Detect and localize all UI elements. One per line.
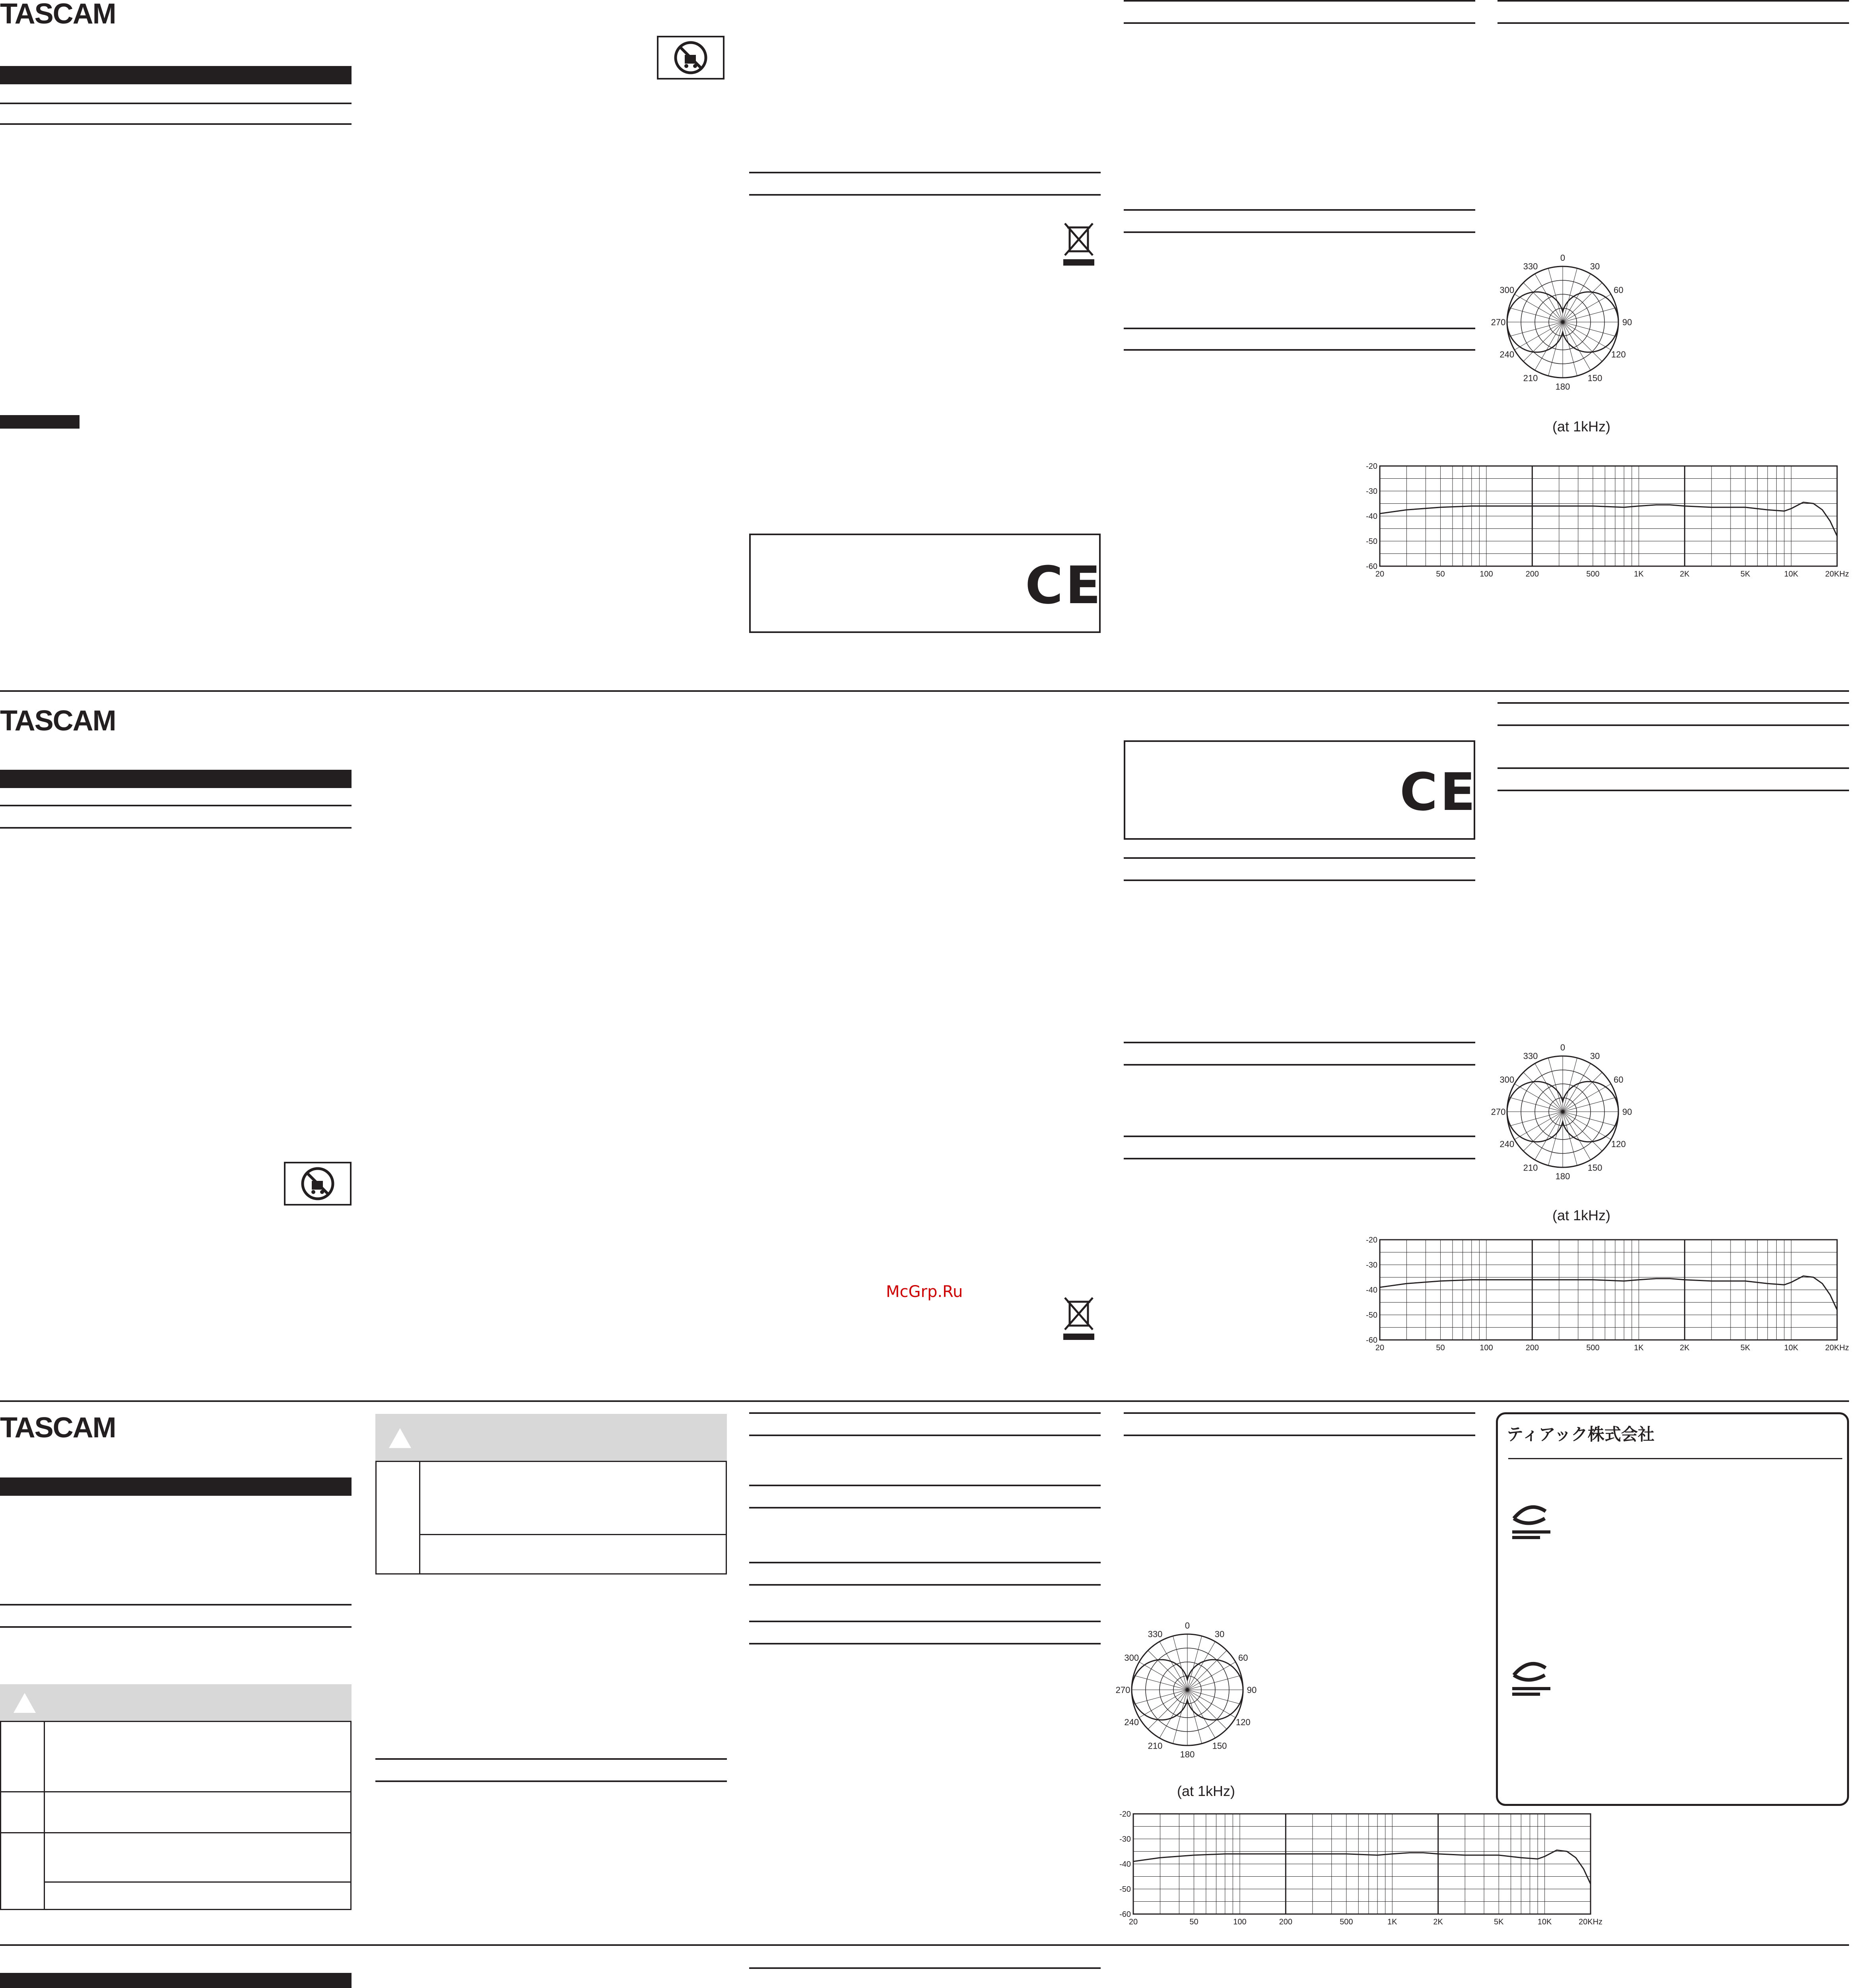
- polar-grid-spoke: [1563, 322, 1616, 336]
- x-tick-label: 200: [1525, 1343, 1539, 1352]
- tascam-logo: TASCAM: [0, 0, 116, 30]
- polar-grid-spoke: [1563, 1097, 1616, 1112]
- no-cart-tip-over-icon: [284, 1162, 352, 1206]
- polar-grid-spoke: [1563, 1112, 1602, 1151]
- company-info-box: [1496, 1412, 1849, 1806]
- rule: [0, 123, 352, 125]
- polar-angle-label: 0: [1560, 253, 1566, 263]
- x-tick-label: 20: [1375, 1343, 1385, 1352]
- polar-grid-spoke: [1160, 1642, 1187, 1690]
- polar-angle-label: 90: [1247, 1685, 1257, 1695]
- polar-grid-spoke: [1187, 1650, 1227, 1690]
- rule: [749, 1507, 1101, 1508]
- polar-angle-label: 300: [1499, 285, 1515, 295]
- polar-angle-label: 0: [1560, 1043, 1566, 1052]
- polar-angle-label: 120: [1235, 1717, 1251, 1727]
- navi-dial-icon: [1509, 1503, 1553, 1544]
- x-tick-label: 2K: [1680, 1343, 1690, 1352]
- polar-grid-spoke: [1139, 1690, 1187, 1718]
- x-tick-label: 1K: [1634, 1343, 1644, 1352]
- polar-angle-label: 180: [1180, 1749, 1195, 1759]
- polar-grid-spoke: [1563, 322, 1611, 350]
- warning-header: [0, 1684, 352, 1722]
- ce-mark: CE: [1025, 555, 1103, 615]
- polar-grid-spoke: [1187, 1690, 1227, 1729]
- x-tick-label: 50: [1436, 570, 1445, 579]
- section-title-bar: [0, 770, 352, 788]
- polar-angle-label: 240: [1499, 1139, 1515, 1149]
- panel-separator: [0, 1400, 1849, 1402]
- polar-grid-spoke: [1134, 1690, 1187, 1704]
- polar-grid-spoke: [1187, 1690, 1241, 1704]
- rule: [749, 1435, 1101, 1436]
- polar-grid-spoke: [1535, 322, 1563, 370]
- x-tick-label: 50: [1436, 1343, 1445, 1352]
- polar-grid-spoke: [1139, 1662, 1187, 1690]
- polar-grid-spoke: [1187, 1642, 1215, 1690]
- y-tick-label: -30: [1119, 1835, 1131, 1844]
- ce-box: [1124, 740, 1478, 840]
- polar-angle-label: 210: [1148, 1741, 1163, 1751]
- section-title-bar: [0, 66, 352, 84]
- rule: [1124, 1064, 1475, 1066]
- polar-grid-spoke: [1509, 322, 1563, 336]
- polar-grid-spoke: [1563, 294, 1611, 322]
- polar-grid-spoke: [1187, 1690, 1235, 1718]
- polar-grid-spoke: [1523, 1112, 1563, 1151]
- polar-angle-label: 330: [1148, 1629, 1163, 1639]
- tascam-logo: TASCAM: [0, 705, 116, 737]
- rule: [749, 1562, 1101, 1563]
- polar-grid-spoke: [1509, 308, 1563, 322]
- x-tick-label: 20: [1129, 1918, 1138, 1926]
- tascam-logo: TASCAM: [0, 1412, 116, 1444]
- x-tick-label: 20KHz: [1578, 1918, 1603, 1926]
- section-title-bar: [0, 1477, 352, 1496]
- polar-grid-spoke: [1509, 1097, 1563, 1112]
- y-tick-label: -20: [1119, 1810, 1131, 1819]
- warning-row-divider: [44, 1881, 352, 1883]
- rule: [1124, 879, 1475, 881]
- y-tick-label: -30: [1366, 487, 1377, 496]
- x-tick-label: 5K: [1494, 1918, 1504, 1926]
- watermark-text: McGrp.Ru: [886, 1283, 963, 1301]
- polar-angle-label: 30: [1590, 1051, 1600, 1061]
- polar-grid-spoke: [1563, 322, 1591, 370]
- frequency-response-line: [1133, 1850, 1591, 1884]
- rule: [1124, 1435, 1475, 1436]
- x-tick-label: 20KHz: [1825, 1343, 1849, 1352]
- rule: [1124, 22, 1475, 24]
- rule: [1124, 1158, 1475, 1159]
- polar-grid-spoke: [1563, 1072, 1602, 1112]
- rule: [1498, 724, 1849, 726]
- polar-angle-label: 180: [1555, 1171, 1570, 1181]
- polar-angle-label: 240: [1499, 349, 1515, 359]
- polar-grid-spoke: [1160, 1690, 1187, 1738]
- polar-grid-spoke: [1523, 283, 1563, 322]
- polar-angle-label: 270: [1491, 317, 1506, 327]
- x-tick-label: 100: [1233, 1918, 1247, 1926]
- polar-angle-label: 60: [1238, 1653, 1248, 1663]
- warning-triangle-icon: [389, 1428, 411, 1448]
- polar-grid-spoke: [1563, 274, 1591, 322]
- polar-grid-spoke: [1515, 1084, 1563, 1112]
- y-tick-label: -40: [1366, 1286, 1377, 1295]
- polar-grid-spoke: [1515, 1112, 1563, 1140]
- rule: [749, 172, 1101, 173]
- section-title-bar: [0, 1973, 352, 1988]
- rule: [1508, 1458, 1842, 1459]
- polar-angle-label: 180: [1555, 382, 1570, 392]
- x-tick-label: 500: [1586, 1343, 1600, 1352]
- y-tick-label: -30: [1366, 1261, 1377, 1270]
- warning-row: [0, 1791, 352, 1833]
- polar-caption: (at 1kHz): [1177, 1783, 1235, 1799]
- polar-angle-label: 270: [1491, 1107, 1506, 1117]
- warning-row-divider: [419, 1534, 727, 1535]
- warning-header: [375, 1414, 727, 1462]
- polar-grid-spoke: [1563, 308, 1616, 322]
- x-tick-label: 500: [1586, 570, 1600, 579]
- polar-grid-spoke: [1515, 322, 1563, 350]
- polar-grid-spoke: [1563, 1112, 1591, 1160]
- polar-grid-spoke: [1563, 322, 1602, 361]
- polar-angle-label: 120: [1611, 349, 1626, 359]
- x-tick-label: 100: [1480, 570, 1493, 579]
- x-tick-label: 500: [1340, 1918, 1353, 1926]
- polar-angle-label: 120: [1611, 1139, 1626, 1149]
- warning-row: [0, 1832, 352, 1910]
- x-tick-label: 20KHz: [1825, 570, 1849, 579]
- polar-grid-spoke: [1187, 1662, 1235, 1690]
- polar-grid-spoke: [1563, 283, 1602, 322]
- x-tick-label: 1K: [1387, 1918, 1397, 1926]
- polar-angle-label: 90: [1622, 1107, 1632, 1117]
- label-bar: [0, 415, 80, 429]
- polar-grid-spoke: [1148, 1650, 1187, 1690]
- frequency-response-chart: [1113, 1809, 1606, 1932]
- rule: [1124, 857, 1475, 859]
- polar-grid-spoke: [1535, 1112, 1563, 1160]
- rule: [749, 1967, 1101, 1969]
- polar-angle-label: 150: [1587, 1163, 1602, 1173]
- x-tick-label: 10K: [1784, 1343, 1799, 1352]
- company-name: ティアック株式会社: [1507, 1425, 1655, 1444]
- polar-angle-label: 60: [1614, 285, 1624, 295]
- frequency-response-chart: [1360, 1235, 1853, 1358]
- rule: [1124, 1042, 1475, 1043]
- polar-angle-label: 300: [1124, 1653, 1139, 1663]
- polar-grid-spoke: [1523, 322, 1563, 361]
- y-tick-label: -20: [1366, 1236, 1377, 1244]
- polar-angle-label: 30: [1590, 261, 1600, 272]
- x-tick-label: 2K: [1680, 570, 1690, 579]
- polar-caption: (at 1kHz): [1552, 418, 1611, 435]
- polar-angle-label: 270: [1115, 1685, 1130, 1695]
- crossed-bin-icon: [1061, 1294, 1097, 1343]
- polar-grid-spoke: [1535, 1064, 1563, 1112]
- frequency-response-line: [1380, 1276, 1837, 1310]
- rule: [749, 1621, 1101, 1622]
- y-tick-label: -50: [1366, 1311, 1377, 1320]
- rule: [1124, 349, 1475, 351]
- ce-box: [749, 534, 1101, 633]
- x-tick-label: 1K: [1634, 570, 1644, 579]
- rule: [1124, 0, 1475, 2]
- polar-angle-label: 30: [1214, 1629, 1225, 1639]
- navi-dial-icon: [1509, 1659, 1553, 1701]
- polar-grid-spoke: [1535, 274, 1563, 322]
- polar-grid-spoke: [1563, 1084, 1611, 1112]
- rule: [749, 1485, 1101, 1486]
- polar-pattern-chart: [1491, 1040, 1634, 1181]
- x-tick-label: 5K: [1740, 570, 1750, 579]
- y-tick-label: -40: [1366, 512, 1377, 521]
- rule: [0, 103, 352, 104]
- y-tick-label: -50: [1366, 537, 1377, 546]
- rule: [0, 827, 352, 829]
- rule: [1498, 767, 1849, 769]
- rule: [0, 1626, 352, 1628]
- polar-caption: (at 1kHz): [1552, 1207, 1611, 1223]
- rule: [749, 194, 1101, 196]
- panel-separator: [0, 1944, 1849, 1946]
- y-tick-label: -20: [1366, 462, 1377, 471]
- x-tick-label: 200: [1525, 570, 1539, 579]
- rule: [1124, 231, 1475, 233]
- panel-separator: [0, 690, 1849, 692]
- polar-angle-label: 150: [1587, 373, 1602, 383]
- frequency-response-line: [1380, 502, 1837, 536]
- polar-grid-spoke: [1509, 1112, 1563, 1126]
- x-tick-label: 10K: [1784, 570, 1799, 579]
- polar-angle-label: 0: [1185, 1621, 1190, 1631]
- polar-pattern-chart: [1491, 250, 1634, 392]
- no-cart-tip-over-icon: [657, 36, 724, 80]
- rule: [1498, 702, 1849, 704]
- x-tick-label: 100: [1480, 1343, 1493, 1352]
- rule: [1498, 22, 1849, 24]
- warning-row: [375, 1461, 727, 1574]
- rule: [749, 1643, 1101, 1644]
- polar-angle-label: 210: [1523, 373, 1538, 383]
- x-tick-label: 20: [1375, 570, 1385, 579]
- x-tick-label: 200: [1279, 1918, 1293, 1926]
- polar-angle-label: 300: [1499, 1075, 1515, 1085]
- polar-angle-label: 330: [1523, 261, 1538, 272]
- warning-row: [0, 1721, 352, 1792]
- polar-grid-spoke: [1187, 1675, 1241, 1690]
- rule: [0, 1604, 352, 1606]
- ce-mark: CE: [1400, 762, 1478, 822]
- polar-grid-spoke: [1187, 1690, 1215, 1738]
- x-tick-label: 50: [1189, 1918, 1198, 1926]
- polar-grid-spoke: [1523, 1072, 1563, 1112]
- rule: [375, 1780, 727, 1782]
- rule: [1498, 0, 1849, 2]
- x-tick-label: 2K: [1433, 1918, 1443, 1926]
- polar-angle-label: 330: [1523, 1051, 1538, 1061]
- frequency-response-chart: [1360, 461, 1853, 584]
- polar-grid-spoke: [1563, 1064, 1591, 1112]
- polar-grid-spoke: [1134, 1675, 1187, 1690]
- y-tick-label: -60: [1119, 1910, 1131, 1919]
- y-tick-label: -60: [1366, 562, 1377, 571]
- x-tick-label: 10K: [1537, 1918, 1552, 1926]
- polar-angle-label: 90: [1622, 317, 1632, 327]
- x-tick-label: 5K: [1740, 1343, 1750, 1352]
- rule: [375, 1758, 727, 1760]
- polar-grid-spoke: [1515, 294, 1563, 322]
- polar-angle-label: 60: [1614, 1075, 1624, 1085]
- polar-grid-spoke: [1148, 1690, 1187, 1729]
- polar-angle-label: 240: [1124, 1717, 1139, 1727]
- polar-angle-label: 150: [1212, 1741, 1227, 1751]
- polar-grid-spoke: [1563, 1112, 1616, 1126]
- rule: [1124, 328, 1475, 329]
- y-tick-label: -40: [1119, 1860, 1131, 1869]
- rule: [749, 1584, 1101, 1586]
- crossed-bin-icon: [1061, 219, 1097, 269]
- rule: [0, 805, 352, 806]
- polar-grid-spoke: [1563, 1112, 1611, 1140]
- rule: [1498, 790, 1849, 791]
- rule: [1124, 1412, 1475, 1414]
- y-tick-label: -50: [1119, 1885, 1131, 1894]
- polar-angle-label: 210: [1523, 1163, 1538, 1173]
- polar-pattern-chart: [1115, 1618, 1259, 1759]
- rule: [749, 1412, 1101, 1414]
- warning-column-divider: [419, 1461, 420, 1574]
- rule: [1124, 209, 1475, 211]
- rule: [1124, 1136, 1475, 1137]
- y-tick-label: -60: [1366, 1336, 1377, 1345]
- warning-triangle-icon: [14, 1693, 36, 1713]
